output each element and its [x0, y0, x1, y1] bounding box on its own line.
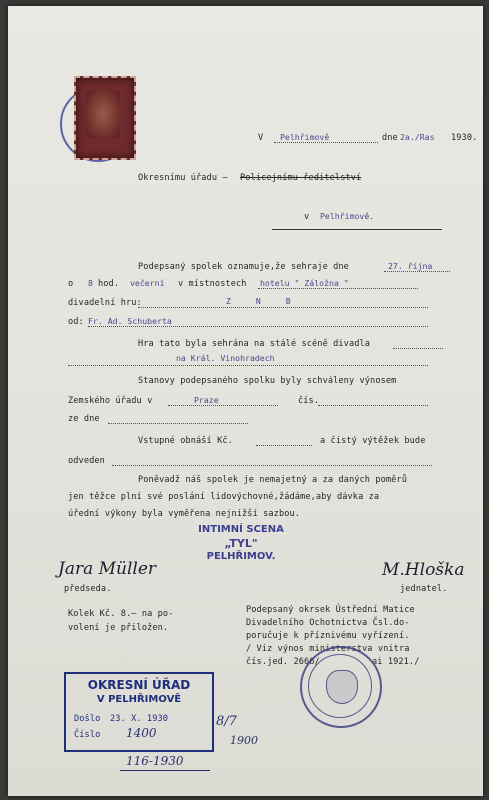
right-signature: M.Hloška	[382, 560, 465, 580]
body-line10b: a čistý výtěžek bude	[320, 436, 426, 446]
body-line7: Stanovy podepsaného spolku byly schváleny výnosem	[138, 376, 397, 386]
body-author: Fr. Ad. Schuberta	[88, 316, 172, 326]
body-line9-dots	[108, 423, 248, 424]
header-place: Pelhřimově	[280, 132, 330, 142]
notes-right4: / Viz výnos ministerstva vnitra	[246, 644, 410, 654]
office-received-stamp	[64, 672, 214, 752]
office-stamp-number: 1400	[126, 726, 157, 740]
society-stamp-line3: PELHŘIMOV.	[206, 551, 276, 562]
seal-emblem-icon	[326, 670, 358, 704]
body-venue: hotelu " Záložna "	[260, 278, 349, 288]
kolek-line2: volení je přiložen.	[68, 623, 169, 633]
body-mid: v místnostech	[178, 279, 247, 289]
left-signature: Jara Müller	[58, 559, 157, 579]
body-para1: Poněvadž náš spolek je nemajetný a za daných poměrů	[138, 475, 407, 485]
annotation-ref2-underline	[120, 770, 210, 771]
notes-right2: Divadelního Ochotnictva Čsl.do-	[246, 618, 410, 628]
body-para3: úřední výkony byla vyměřena nejnižší sazbou.	[68, 509, 301, 519]
body-line5-dots	[393, 348, 443, 349]
body-line8-cis: čís.	[298, 396, 320, 406]
header-year: 1930.	[451, 133, 478, 143]
annotation-ref2: 116-1930	[126, 754, 184, 768]
body-line5: Hra tato byla sehrána na stálé scéně divadla	[138, 339, 371, 349]
body-author-dots	[88, 326, 428, 327]
association-seal	[300, 646, 382, 728]
office-stamp-title: OKRESNÍ ÚŘAD	[87, 678, 191, 692]
body-date: 27. října	[388, 261, 433, 271]
body-line6-dots	[68, 365, 428, 366]
header-date: 2a./Ras	[400, 132, 435, 142]
body-line11: odveden	[68, 456, 105, 466]
document-page	[8, 6, 483, 796]
office-stamp-city: V PELHŘIMOVĚ	[96, 694, 182, 705]
left-role: předseda.	[64, 584, 112, 594]
body-line10a: Vstupné obnáší Kč.	[138, 436, 233, 446]
header-place-dots	[274, 142, 378, 143]
body-line8-label: Zemského úřadu v	[68, 396, 153, 406]
body-author-label: od:	[68, 317, 84, 327]
addressee-underline	[272, 229, 442, 230]
body-play-label: divadelní hru:	[68, 298, 142, 308]
addressee-struck: Policejnímu ředitelství	[240, 173, 362, 183]
notes-right5: čís.jed. 2666/	[246, 657, 320, 667]
body-o: o	[68, 279, 74, 289]
body-theatre-place: na Král. Vinohradech	[176, 353, 275, 363]
body-hod: hod.	[98, 279, 120, 289]
header-date-label: dne	[382, 133, 398, 143]
body-line10-dots	[256, 445, 312, 446]
notes-right3: poručuje k příznivému vyřízení.	[246, 631, 410, 641]
body-line9-label: ze dne	[68, 414, 100, 424]
addressee-city: Pelhřimově.	[320, 211, 375, 221]
body-line8-cis-dots	[318, 405, 428, 406]
office-stamp-received-date: 23. X. 1930	[110, 714, 169, 724]
body-hour: 8	[88, 278, 93, 288]
addressee-v: v	[304, 212, 310, 222]
revenue-stamp-body	[74, 76, 136, 160]
body-play-dots	[138, 307, 428, 308]
society-stamp-line1: INTIMNÍ SCENA	[198, 524, 284, 535]
body-line1: Podepsaný spolek oznamuje,že sehraje dne	[138, 262, 349, 272]
society-stamp	[186, 524, 296, 574]
annotation-ref1: 8/7	[216, 714, 237, 729]
office-stamp-number-label: Číslo	[74, 730, 101, 740]
revenue-stamp	[66, 76, 136, 166]
kolek-line1: Kolek Kč. 8.– na po-	[68, 609, 174, 619]
body-date-dots	[384, 271, 450, 272]
society-stamp-line2: „TYL"	[224, 537, 258, 550]
header-v-label: V	[258, 133, 264, 143]
addressee-prefix: Okresnímu úřadu –	[138, 173, 228, 183]
body-line11-dots	[112, 465, 432, 466]
body-time: večerní	[130, 278, 165, 288]
office-stamp-received-label: Došlo	[74, 714, 101, 724]
body-venue-dots	[258, 288, 418, 289]
annotation-ref1b: 1900	[230, 734, 258, 747]
right-role: jednatel.	[400, 584, 448, 594]
body-line8-city: Praze	[194, 395, 219, 405]
body-line8-dots	[168, 405, 278, 406]
notes-right1: Podepsaný okrsek Ústřední Matice	[246, 605, 415, 615]
notes-right5b: ai 1921./	[372, 657, 420, 667]
body-para2: jen těžce plní své poslání lidovýchovné,žádáme,aby dávka za	[68, 492, 380, 502]
body-play: Z N B	[226, 296, 301, 306]
